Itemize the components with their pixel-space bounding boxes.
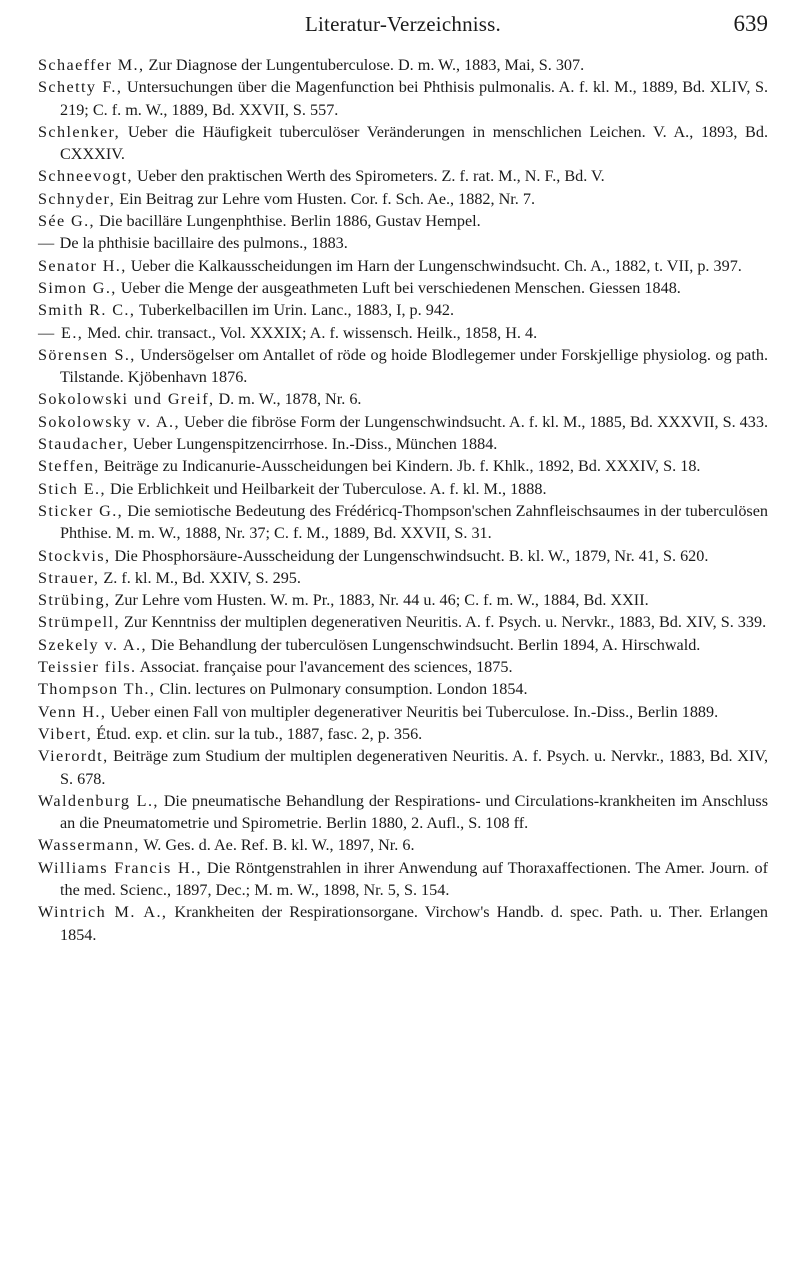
bibliography-entry xyxy=(38,834,768,856)
entry-text: Die bacilläre Lungenphthise. Berlin 1886, Gustav Hempel. xyxy=(95,212,481,231)
entry-author: Szekely v. A., xyxy=(38,635,147,654)
entry-text: Clin. lectures on Pulmonary consumption. London 1854. xyxy=(155,680,528,699)
bibliography-entry xyxy=(38,634,768,656)
entry-text: Die Phosphorsäure-Ausscheidung der Lungenschwindsucht. B. kl. W., 1879, Nr. 41, S. 620. xyxy=(110,546,709,565)
page-number: 639 xyxy=(733,11,768,36)
entry-author: — E., xyxy=(38,323,84,342)
entry-text: Ein Beitrag zur Lehre vom Husten. Cor. f. Sch. Ae., 1882, Nr. 7. xyxy=(115,189,536,208)
bibliography-entry xyxy=(38,500,768,545)
entry-text: Ueber die fibröse Form der Lungenschwindsucht. A. f. kl. M., 1885, Bd. XXXVII, S. 433. xyxy=(179,412,769,431)
entry-author: Staudacher, xyxy=(38,435,129,454)
bibliography-entry xyxy=(38,277,768,299)
entry-text: Ueber den praktischen Werth des Spirometers. Z. f. rat. M., N. F., Bd. V. xyxy=(132,167,605,186)
entry-text: Undersögelser om Antallet of röde og hoide Blodlegemer under Forskjellige physiolog. og path. Tilstande. Kjöbenhavn 1876. xyxy=(60,345,768,387)
entry-text: W. Ges. d. Ae. Ref. B. kl. W., 1897, Nr. 6. xyxy=(139,836,415,855)
entry-text: Étud. exp. et clin. sur la tub., 1887, fasc. 2, p. 356. xyxy=(92,724,423,743)
bibliography-entry xyxy=(38,411,768,433)
entry-text: Zur Diagnose der Lungentuberculose. D. m. W., 1883, Mai, S. 307. xyxy=(144,56,585,74)
bibliography-entry xyxy=(38,433,768,455)
bibliography-entry xyxy=(38,455,768,477)
bibliography-entry xyxy=(38,678,768,700)
bibliography-entry xyxy=(38,388,768,410)
bibliography-entry xyxy=(38,76,768,121)
entry-text: Beiträge zu Indicanurie-Ausscheidungen bei Kindern. Jb. f. Khlk., 1892, Bd. XXXIV, S. 18. xyxy=(99,457,701,476)
bibliography-entry xyxy=(38,188,768,210)
entry-text: Ueber die Menge der ausgeathmeten Luft bei verschiedenen Menschen. Giessen 1848. xyxy=(116,278,681,297)
entry-text: Ueber die Häufigkeit tuberculöser Veränderungen in menschlichen Leichen. V. A., 1893, Bd. CXXXIV. xyxy=(60,122,768,164)
bibliography-entry xyxy=(38,656,768,678)
entry-text: Die Behandlung der tuberculösen Lungenschwindsucht. Berlin 1894, A. Hirschwald. xyxy=(146,635,701,654)
entry-author: Stockvis, xyxy=(38,546,111,565)
entry-text: Associat. française pour l'avancement des sciences, 1875. xyxy=(136,658,513,677)
entry-author: Senator H., xyxy=(38,256,127,275)
bibliography-entry xyxy=(38,567,768,589)
entry-author: Vierordt, xyxy=(38,747,109,766)
entry-author: Venn H., xyxy=(38,702,107,721)
bibliography-entry xyxy=(38,790,768,835)
entry-text: Ueber einen Fall von multipler degenerativer Neuritis bei Tuberculose. In.-Diss., Berlin 1889. xyxy=(106,702,719,721)
entry-text: Die semiotische Bedeutung des Frédéricq-Thompson'schen Zahnfleischsaumes in der tuberculösen Phthise. M. m. W., 1888, Nr. 37; C. f. M., 1889, Bd. XXVII, S. 31. xyxy=(60,501,768,543)
bibliography-entry xyxy=(38,54,768,76)
entry-text: Untersuchungen über die Magenfunction bei Phthisis pulmonalis. A. f. kl. M., 1889, Bd. XLIV, S. 219; C. f. m. W., 1889, Bd. XXVII, S. 557. xyxy=(60,78,768,119)
bibliography-entry xyxy=(38,478,768,500)
bibliography-entry xyxy=(38,589,768,611)
entry-author: Sticker G., xyxy=(38,501,124,520)
bibliography-entry xyxy=(38,701,768,723)
entry-text: Ueber die Kalkausscheidungen im Harn der Lungenschwindsucht. Ch. A., 1882, t. VII, p. 397. xyxy=(126,256,742,275)
bibliography-entry xyxy=(38,165,768,187)
entry-author: Strauer, xyxy=(38,568,100,587)
entry-author: Sörensen S., xyxy=(38,345,136,364)
bibliography-entry xyxy=(38,723,768,745)
entry-author: — xyxy=(38,234,56,253)
entry-text: Die Erblichkeit und Heilbarkeit der Tuberculose. A. f. kl. M., 1888. xyxy=(105,479,547,498)
entry-author: Schnyder, xyxy=(38,189,116,208)
entry-author: Strümpell, xyxy=(38,613,120,632)
entry-author: Smith R. C., xyxy=(38,301,136,320)
bibliography-entry xyxy=(38,299,768,321)
entry-text: Tuberkelbacillen im Urin. Lanc., 1883, I, p. 942. xyxy=(135,301,455,320)
entry-text: De la phthisie bacillaire des pulmons., 1883. xyxy=(55,234,348,253)
bibliography-entry xyxy=(38,210,768,232)
entry-text: D. m. W., 1878, Nr. 6. xyxy=(214,390,362,409)
bibliography-entry xyxy=(38,857,768,902)
bibliography-entry xyxy=(38,322,768,344)
entry-author: Sokolowsky v. A., xyxy=(38,412,180,431)
entry-author: Wintrich M. A., xyxy=(38,903,168,922)
entry-author: Waldenburg L., xyxy=(38,791,159,810)
bibliography-entry xyxy=(38,901,768,946)
entry-author: Simon G., xyxy=(38,278,117,297)
entry-text: Ueber Lungenspitzencirrhose. In.-Diss., München 1884. xyxy=(128,435,498,454)
entry-author: Stich E., xyxy=(38,479,106,498)
bibliography-entry xyxy=(38,611,768,633)
bibliography-entry xyxy=(38,545,768,567)
running-header xyxy=(38,0,768,44)
entry-author: Steffen, xyxy=(38,457,100,476)
bibliography-entry xyxy=(38,344,768,389)
bibliography-entry xyxy=(38,745,768,790)
entry-author: Williams Francis H., xyxy=(38,858,202,877)
entry-author: Schneevogt, xyxy=(38,167,133,186)
entry-author: Sée G., xyxy=(38,212,96,231)
entry-text: Zur Kenntniss der multiplen degenerativen Neuritis. A. f. Psych. u. Nervkr., 1883, Bd. XIV, S. 339. xyxy=(119,613,767,632)
entry-text: Med. chir. transact., Vol. XXXIX; A. f. wissensch. Heilk., 1858, H. 4. xyxy=(83,323,538,342)
bibliography-entry xyxy=(38,232,768,254)
entry-author: Thompson Th., xyxy=(38,680,156,699)
running-title: Literatur-Verzeichniss. xyxy=(304,12,501,36)
entry-author: Schlenker, xyxy=(38,122,121,141)
entry-text: Die Röntgenstrahlen in ihrer Anwendung auf Thoraxaffectionen. The Amer. Journ. of the med. Scienc., 1897, Dec.; M. m. W., 1898, Nr. 5, S. 154. xyxy=(60,858,769,899)
bibliography-entry xyxy=(38,255,768,277)
entry-author: Teissier fils. xyxy=(38,658,137,677)
entry-author: Vibert, xyxy=(38,724,93,743)
entry-author: Strübing, xyxy=(38,591,111,610)
entry-text: Zur Lehre vom Husten. W. m. Pr., 1883, Nr. 44 u. 46; C. f. m. W., 1884, Bd. XXII. xyxy=(110,591,649,610)
entry-text: Krankheiten der Respirationsorgane. Virchow's Handb. d. spec. Path. u. Ther. Erlangen 1854. xyxy=(60,903,768,944)
entry-author: Wassermann, xyxy=(38,836,140,855)
entry-text: Die pneumatische Behandlung der Respirations- und Circulations-krankheiten im Anschluss an die Pneumatometrie und Spirometrie. Berlin 1880, 2. Aufl., S. 108 ff. xyxy=(60,791,768,833)
entry-author: Sokolowski und Greif, xyxy=(38,390,215,409)
entry-text: Z. f. kl. M., Bd. XXIV, S. 295. xyxy=(99,568,301,587)
bibliography-list xyxy=(38,54,768,946)
entry-author: Schaeffer M., xyxy=(38,56,145,74)
entry-author: Schetty F., xyxy=(38,78,123,97)
bibliography-entry xyxy=(38,121,768,166)
entry-text: Beiträge zum Studium der multiplen degenerativen Neuritis. A. f. Psych. u. Nervkr., 1883, Bd. XIV, S. 678. xyxy=(60,747,768,788)
